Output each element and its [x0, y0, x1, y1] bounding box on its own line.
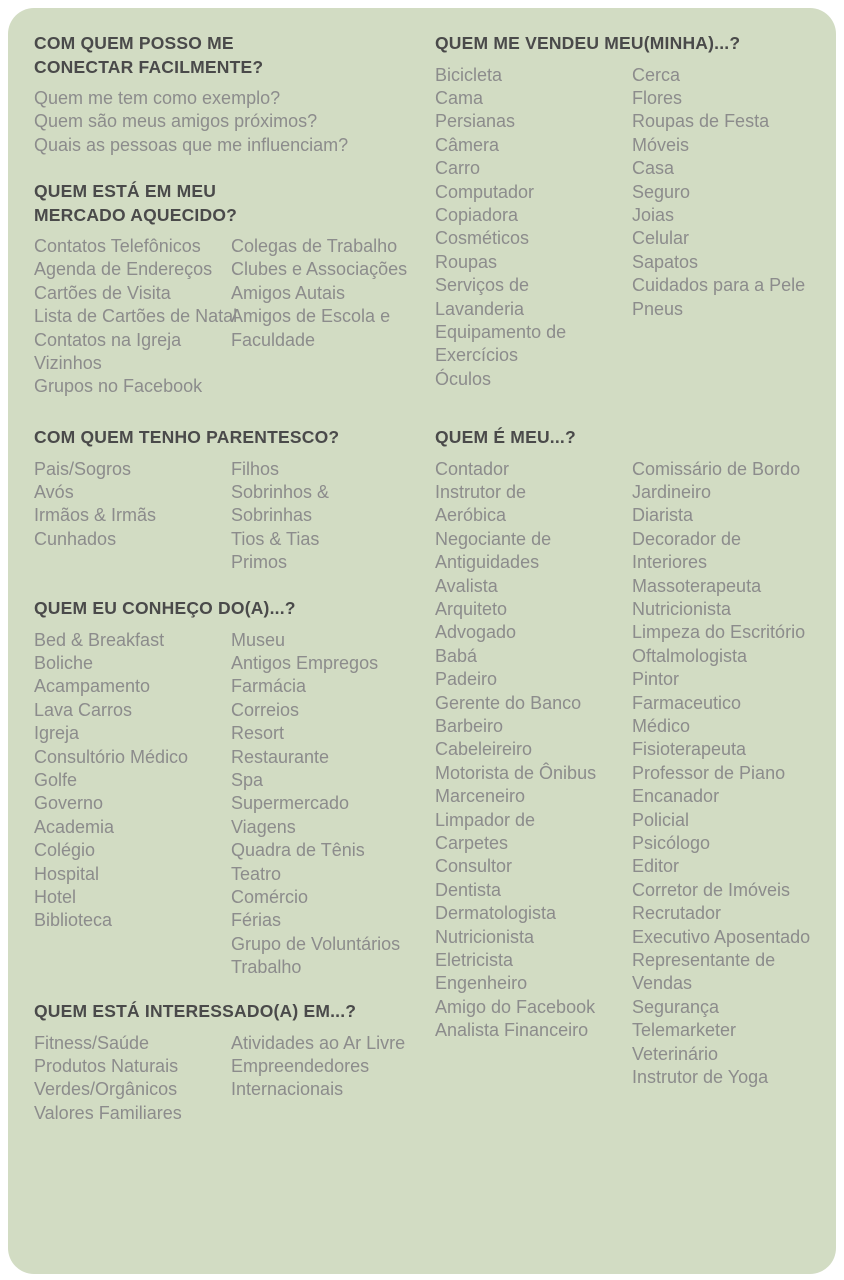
- list-item: Cunhados: [34, 528, 117, 549]
- checklist-card: [8, 8, 836, 1274]
- question-list: [34, 87, 434, 157]
- list-item: Analista Financeiro: [435, 1020, 589, 1041]
- list-item: Gerente do Banco: [435, 692, 582, 713]
- list-item: Colégio: [34, 840, 96, 861]
- list-item: Férias: [231, 910, 282, 931]
- list-item: Avós: [34, 481, 74, 502]
- list-item: Flores: [632, 87, 683, 108]
- list-item: Filhos: [231, 458, 280, 479]
- list-item: Nutricionista: [435, 926, 535, 947]
- list-item: Engenheiro: [435, 973, 528, 994]
- list-item: Cabeleireiro: [435, 739, 533, 760]
- list-item: Empreendedores: [231, 1055, 370, 1076]
- list-item: Fitness/Saúde: [34, 1032, 150, 1053]
- list-item: Joias: [632, 204, 675, 225]
- list-item: Consultor: [435, 856, 513, 877]
- item-column: [34, 1032, 231, 1126]
- list-item: Agenda de Endereços: [34, 259, 213, 280]
- list-item: Teatro: [231, 863, 282, 884]
- section-heading: QUEM ESTÁ INTERESSADO(A) EM...?: [34, 1001, 357, 1021]
- list-item: Carpetes: [435, 833, 509, 853]
- list-item: Contador: [435, 458, 510, 479]
- list-item: Cosméticos: [435, 228, 530, 249]
- list-item: Padeiro: [435, 669, 498, 690]
- list-item: Corretor de Imóveis: [632, 879, 791, 900]
- item-grid: [34, 458, 434, 575]
- list-item: Vizinhos: [34, 353, 102, 374]
- list-item: Tios & Tias: [231, 528, 320, 549]
- list-item: Casa: [632, 158, 675, 179]
- list-item: Massoterapeuta: [632, 575, 762, 596]
- list-item: Dentista: [435, 879, 502, 900]
- list-item: Cartões de Visita: [34, 282, 171, 303]
- list-item: Equipamento de: [435, 321, 567, 342]
- list-item: Amigos Autais: [231, 282, 346, 303]
- section-parentesco: [34, 426, 434, 575]
- section-mercado: [34, 180, 434, 399]
- item-column: [34, 629, 231, 980]
- question-line: Quem são meus amigos próximos?: [34, 111, 318, 132]
- list-item: Valores Familiares: [34, 1102, 182, 1123]
- list-item: Grupo de Voluntários: [231, 933, 401, 954]
- list-item: Psicólogo: [632, 833, 711, 853]
- list-item: Supermercado: [231, 793, 350, 814]
- section-heading: COM QUEM POSSO ME CONECTAR FACILMENTE?: [34, 33, 264, 77]
- item-column: [435, 458, 632, 1090]
- item-column: [231, 629, 428, 980]
- section-heading: QUEM ME VENDEU MEU(MINHA)...?: [435, 33, 741, 53]
- list-item: Arquiteto: [435, 598, 508, 619]
- list-item: Amigos de Escola e: [231, 306, 391, 327]
- list-item: Copiadora: [435, 204, 519, 225]
- section-conectar: [34, 32, 434, 157]
- list-item: Carro: [435, 158, 481, 179]
- list-item: Irmãos & Irmãs: [34, 505, 157, 526]
- list-item: Restaurante: [231, 746, 330, 767]
- list-item: Pneus: [632, 298, 684, 319]
- list-item: Encanador: [632, 786, 720, 807]
- section-heading: COM QUEM TENHO PARENTESCO?: [34, 427, 340, 447]
- list-item: Sobrinhos &: [231, 481, 330, 502]
- section-quem-e-meu: [435, 426, 835, 1089]
- list-item: Representante de: [632, 950, 776, 971]
- list-item: Avalista: [435, 575, 498, 596]
- list-item: Executivo Aposentado: [632, 926, 811, 947]
- list-item: Jardineiro: [632, 481, 712, 502]
- item-grid: [34, 1032, 434, 1126]
- item-column: [632, 458, 829, 1090]
- list-item: Hotel: [34, 886, 77, 907]
- list-item: Sobrinhas: [231, 505, 313, 526]
- question-line: Quem me tem como exemplo?: [34, 88, 281, 108]
- list-item: Serviços de: [435, 275, 530, 296]
- list-item: Farmácia: [231, 676, 307, 697]
- list-item: Amigo do Facebook: [435, 996, 596, 1017]
- section-vendeu: [435, 32, 835, 391]
- list-item: Verdes/Orgânicos: [34, 1079, 178, 1100]
- list-item: Governo: [34, 793, 104, 814]
- list-item: Bed & Breakfast: [34, 629, 165, 650]
- list-item: Academia: [34, 816, 115, 837]
- list-item: Produtos Naturais: [34, 1055, 179, 1076]
- list-item: Antigos Empregos: [231, 652, 379, 673]
- list-item: Comércio: [231, 886, 309, 907]
- item-column: [231, 458, 428, 575]
- section-heading: QUEM EU CONHEÇO DO(A)...?: [34, 598, 296, 618]
- list-item: Médico: [632, 715, 691, 736]
- list-item: Policial: [632, 809, 690, 830]
- item-grid: [34, 235, 434, 399]
- item-column: [632, 64, 829, 392]
- list-item: Celular: [632, 228, 690, 249]
- list-item: Interiores: [632, 552, 708, 573]
- item-column: [231, 1032, 428, 1126]
- section-interessado: [34, 1000, 434, 1125]
- list-item: Instrutor de Yoga: [632, 1067, 769, 1088]
- list-item: Grupos no Facebook: [34, 376, 203, 397]
- list-item: Quadra de Tênis: [231, 840, 365, 861]
- list-item: Marceneiro: [435, 786, 526, 807]
- list-item: Limpador de: [435, 809, 536, 830]
- list-item: Bicicleta: [435, 64, 503, 85]
- list-item: Lavanderia: [435, 298, 525, 319]
- list-item: Móveis: [632, 134, 690, 155]
- item-column: [34, 235, 238, 399]
- list-item: Consultório Médico: [34, 746, 189, 767]
- list-item: Editor: [632, 856, 680, 877]
- list-item: Vendas: [632, 973, 693, 994]
- list-item: Boliche: [34, 652, 94, 673]
- list-item: Veterinário: [632, 1043, 719, 1064]
- list-item: Telemarketer: [632, 1020, 737, 1041]
- list-item: Computador: [435, 181, 535, 202]
- list-item: Farmaceutico: [632, 692, 742, 713]
- list-item: Lista de Cartões de Natal: [34, 306, 238, 327]
- list-item: Cerca: [632, 64, 681, 85]
- list-item: Fisioterapeuta: [632, 739, 747, 760]
- list-item: Correios: [231, 699, 300, 720]
- list-item: Primos: [231, 552, 288, 573]
- list-item: Roupas de Festa: [632, 111, 770, 132]
- list-item: Resort: [231, 723, 285, 744]
- list-item: Professor de Piano: [632, 762, 786, 783]
- list-item: Lava Carros: [34, 699, 133, 720]
- list-item: Exercícios: [435, 345, 519, 366]
- item-column: [34, 458, 231, 575]
- list-item: Persianas: [435, 111, 516, 132]
- section-heading: QUEM É MEU...?: [435, 427, 576, 447]
- list-item: Negociante de: [435, 528, 552, 549]
- list-item: Faculdade: [231, 329, 316, 350]
- list-item: Comissário de Bordo: [632, 458, 801, 479]
- list-item: Barbeiro: [435, 715, 504, 736]
- list-item: Golfe: [34, 769, 78, 790]
- question-line: Quais as pessoas que me influenciam?: [34, 134, 349, 155]
- list-item: Óculos: [435, 368, 492, 389]
- item-column: [435, 64, 632, 392]
- list-item: Aeróbica: [435, 505, 507, 526]
- list-item: Nutricionista: [632, 598, 732, 619]
- list-item: Colegas de Trabalho: [231, 236, 398, 256]
- list-item: Internacionais: [231, 1079, 344, 1100]
- item-grid: [34, 629, 434, 980]
- list-item: Hospital: [34, 863, 100, 884]
- item-grid: [435, 458, 835, 1090]
- section-heading: QUEM ESTÁ EM MEU MERCADO AQUECIDO?: [34, 181, 238, 225]
- list-item: Recrutador: [632, 903, 722, 924]
- list-item: Sapatos: [632, 251, 699, 272]
- list-item: Viagens: [231, 816, 296, 837]
- list-item: Pais/Sogros: [34, 458, 132, 479]
- list-item: Trabalho: [231, 957, 302, 978]
- list-item: Igreja: [34, 723, 80, 744]
- list-item: Câmera: [435, 134, 500, 155]
- section-conheco: [34, 597, 434, 980]
- list-item: Cuidados para a Pele: [632, 275, 806, 296]
- list-item: Seguro: [632, 181, 691, 202]
- list-item: Acampamento: [34, 676, 151, 697]
- list-item: Museu: [231, 629, 286, 650]
- list-item: Spa: [231, 769, 264, 790]
- list-item: Contatos na Igreja: [34, 329, 182, 350]
- list-item: Babá: [435, 645, 478, 666]
- list-item: Roupas: [435, 251, 498, 272]
- list-item: Decorador de: [632, 528, 742, 549]
- list-item: Cama: [435, 87, 484, 108]
- list-item: Biblioteca: [34, 910, 113, 931]
- list-item: Limpeza do Escritório: [632, 622, 806, 643]
- list-item: Advogado: [435, 622, 517, 643]
- list-item: Instrutor de: [435, 481, 527, 502]
- list-item: Clubes e Associações: [231, 259, 408, 280]
- item-grid: [435, 64, 835, 392]
- list-item: Dermatologista: [435, 903, 557, 924]
- list-item: Diarista: [632, 505, 694, 526]
- list-item: Contatos Telefônicos: [34, 236, 201, 256]
- list-item: Oftalmologista: [632, 645, 748, 666]
- list-item: Pintor: [632, 669, 680, 690]
- list-item: Segurança: [632, 996, 720, 1017]
- list-item: Motorista de Ônibus: [435, 762, 597, 783]
- item-column: [231, 235, 428, 399]
- list-item: Atividades ao Ar Livre: [231, 1032, 406, 1053]
- list-item: Eletricista: [435, 950, 514, 971]
- list-item: Antiguidades: [435, 552, 540, 573]
